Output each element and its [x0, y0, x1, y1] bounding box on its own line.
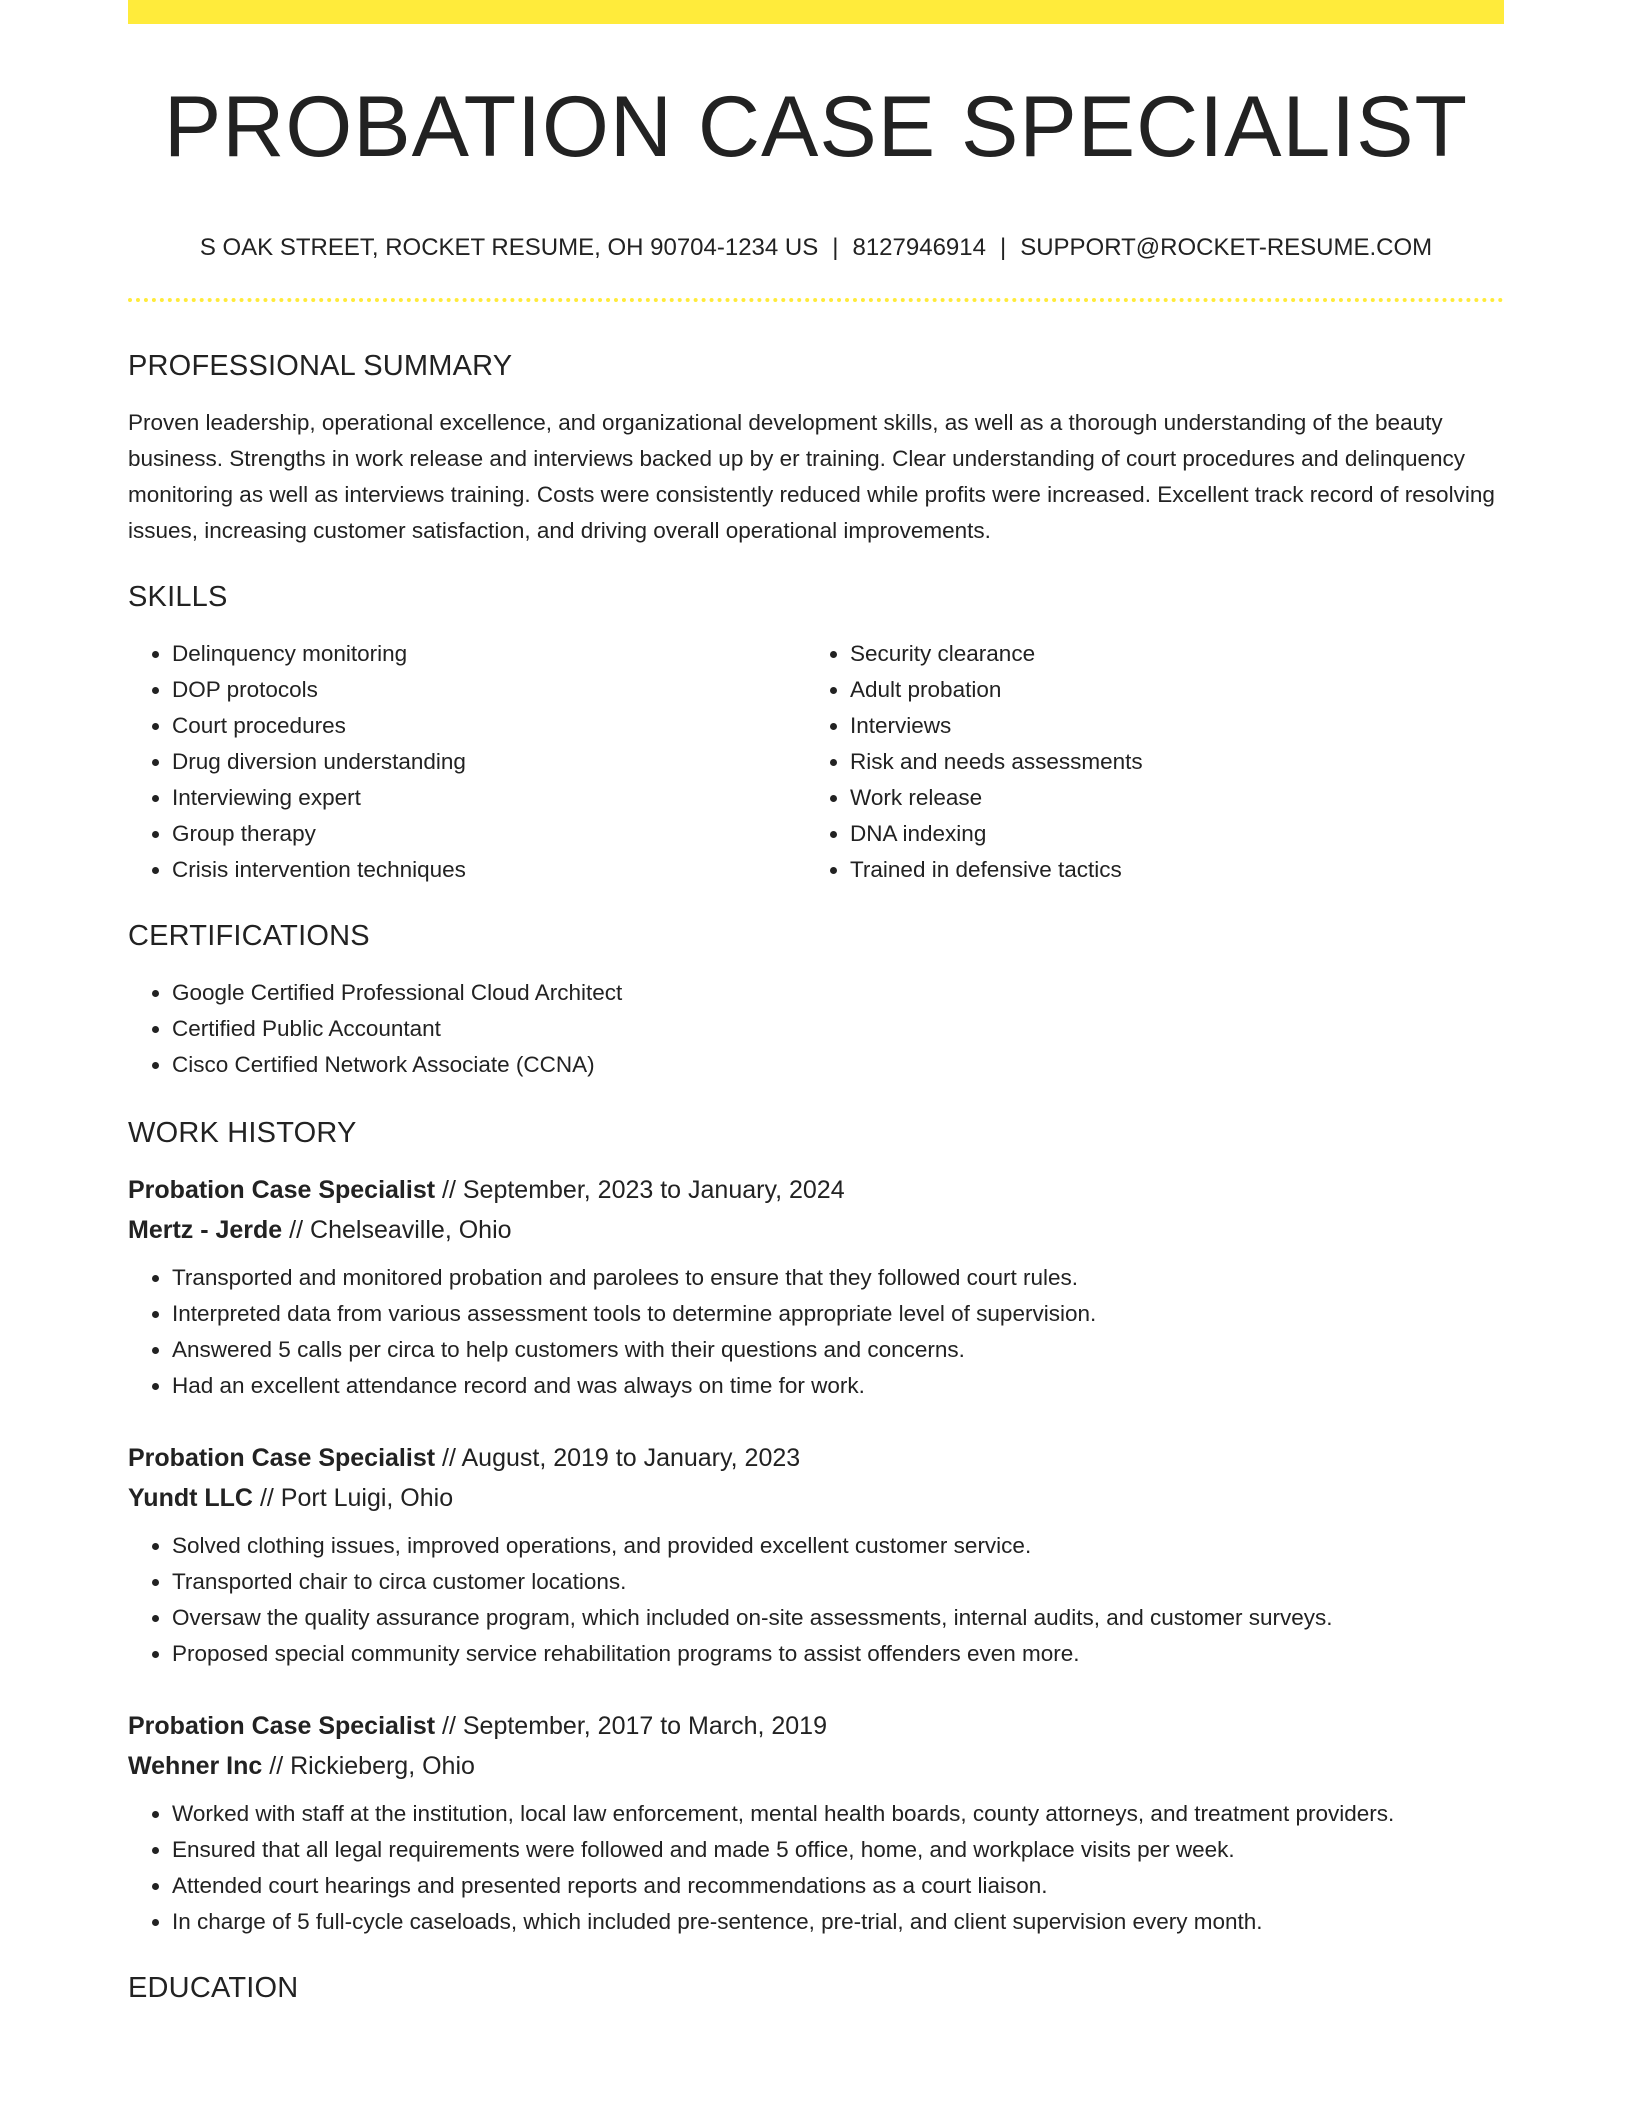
job-dates: September, 2017 to March, 2019 [462, 1712, 827, 1740]
job-dates: August, 2019 to January, 2023 [461, 1444, 801, 1472]
job-bullets [128, 1528, 1504, 1672]
job-location: Chelseaville, Ohio [310, 1216, 512, 1244]
contact-email: SUPPORT@ROCKET-RESUME.COM [1020, 234, 1433, 261]
job-title: Probation Case Specialist [128, 1176, 436, 1204]
summary-text: Proven leadership, operational excellence, and organizational development skills, as well as a thorough understanding of the beauty business. Strengths in work release and interviews backed up by er training. Clear understanding of court procedures and delinquency monitoring as well as interviews training. Costs were consistently reduced while profits were increased. Excellent track record of resolving issues, increasing customer satisfaction, and driving overall operational improvements. [128, 410, 1495, 543]
job-company: Mertz - Jerde [128, 1216, 283, 1244]
job-company: Wehner Inc [128, 1752, 263, 1780]
job-bullet: • Proposed special community service rehabilitation programs to assist offenders even more. [172, 1636, 1504, 1672]
education-section [128, 1974, 1504, 2003]
job-bullet: • Transported and monitored probation and parolees to ensure that they followed court rules. [172, 1260, 1504, 1296]
certifications-heading: CERTIFICATIONS [128, 920, 370, 952]
skill-item: • Drug diversion understanding [172, 744, 806, 780]
skill-item: • Interviews [850, 708, 1484, 744]
skills-right-column [806, 636, 1484, 888]
skill-item: • Interviewing expert [172, 780, 806, 816]
contact-line [128, 236, 1504, 260]
skill-item: • Adult probation [850, 672, 1484, 708]
skills-heading: SKILLS [128, 581, 228, 613]
job-company-line [128, 1746, 1504, 1786]
job-bullet: • Interpreted data from various assessment tools to determine appropriate level of supervision. [172, 1296, 1504, 1332]
job-location: Rickieberg, Ohio [290, 1752, 475, 1780]
skill-item: • Group therapy [172, 816, 806, 852]
contact-separator: | [832, 234, 839, 261]
job-company-line [128, 1210, 1504, 1250]
job-location: Port Luigi, Ohio [280, 1484, 454, 1512]
certifications-list [128, 975, 1504, 1083]
job-separator: // [289, 1216, 304, 1244]
certification-item: • Certified Public Accountant [172, 1011, 1504, 1047]
job-separator: // [259, 1484, 274, 1512]
skill-item: • Work release [850, 780, 1484, 816]
certifications-section [128, 922, 1504, 1083]
job-entry [128, 1706, 1504, 1940]
skills-columns [128, 636, 1504, 888]
job-bullets [128, 1260, 1504, 1404]
job-bullet: • Oversaw the quality assurance program, which included on-site assessments, internal audits, and customer surveys. [172, 1600, 1504, 1636]
skills-section [128, 583, 1504, 888]
candidate-name: PROBATION CASE SPECIALIST [163, 79, 1469, 175]
summary-section [128, 352, 1504, 549]
job-bullet: • Worked with staff at the institution, local law enforcement, mental health boards, county attorneys, and treatment providers. [172, 1796, 1504, 1832]
work-history-jobs [128, 1170, 1504, 1940]
skills-left-list [128, 636, 806, 888]
skill-item: • DNA indexing [850, 816, 1484, 852]
job-dates: September, 2023 to January, 2024 [462, 1176, 845, 1204]
job-entry [128, 1170, 1504, 1404]
skill-item: • Risk and needs assessments [850, 744, 1484, 780]
job-bullet: • Solved clothing issues, improved operations, and provided excellent customer service. [172, 1528, 1504, 1564]
skill-item: • DOP protocols [172, 672, 806, 708]
certification-item: • Google Certified Professional Cloud Architect [172, 975, 1504, 1011]
job-separator: // [442, 1712, 456, 1740]
certification-item: • Cisco Certified Network Associate (CCNA) [172, 1047, 1504, 1083]
job-title-line [128, 1170, 1504, 1210]
job-separator: // [442, 1176, 456, 1204]
job-bullet: • In charge of 5 full-cycle caseloads, which included pre-sentence, pre-trial, and client supervision every month. [172, 1904, 1504, 1940]
job-bullet: • Answered 5 calls per circa to help customers with their questions and concerns. [172, 1332, 1504, 1368]
skill-item: • Trained in defensive tactics [850, 852, 1484, 888]
job-bullet: • Had an excellent attendance record and was always on time for work. [172, 1368, 1504, 1404]
job-bullet: • Ensured that all legal requirements were followed and made 5 office, home, and workplace visits per week. [172, 1832, 1504, 1868]
job-title-line [128, 1706, 1504, 1746]
contact-phone: 8127946914 [852, 234, 986, 261]
job-title: Probation Case Specialist [128, 1444, 436, 1472]
job-bullet: • Attended court hearings and presented reports and recommendations as a court liaison. [172, 1868, 1504, 1904]
job-title: Probation Case Specialist [128, 1712, 436, 1740]
contact-address: S OAK STREET, ROCKET RESUME, OH 90704-1234 US [199, 234, 819, 261]
job-bullets [128, 1796, 1504, 1940]
job-company-line [128, 1478, 1504, 1518]
skill-item: • Delinquency monitoring [172, 636, 806, 672]
job-title-line [128, 1438, 1504, 1478]
job-bullet: • Transported chair to circa customer locations. [172, 1564, 1504, 1600]
skill-item: • Court procedures [172, 708, 806, 744]
work-history-heading: WORK HISTORY [128, 1117, 357, 1149]
skills-right-list [806, 636, 1484, 888]
skill-item: • Crisis intervention techniques [172, 852, 806, 888]
contact-separator: | [999, 234, 1007, 261]
skill-item: • Security clearance [850, 636, 1484, 672]
skills-left-column [128, 636, 806, 888]
education-heading: EDUCATION [128, 1972, 299, 2004]
summary-heading: PROFESSIONAL SUMMARY [128, 350, 513, 382]
job-company: Yundt LLC [128, 1484, 253, 1512]
job-entry [128, 1438, 1504, 1672]
resume-page [128, 0, 1504, 2003]
job-separator: // [269, 1752, 284, 1780]
dotted-divider [128, 298, 1504, 302]
job-separator: // [442, 1444, 456, 1472]
top-accent-bar [128, 0, 1504, 24]
work-history-section [128, 1119, 1504, 1940]
